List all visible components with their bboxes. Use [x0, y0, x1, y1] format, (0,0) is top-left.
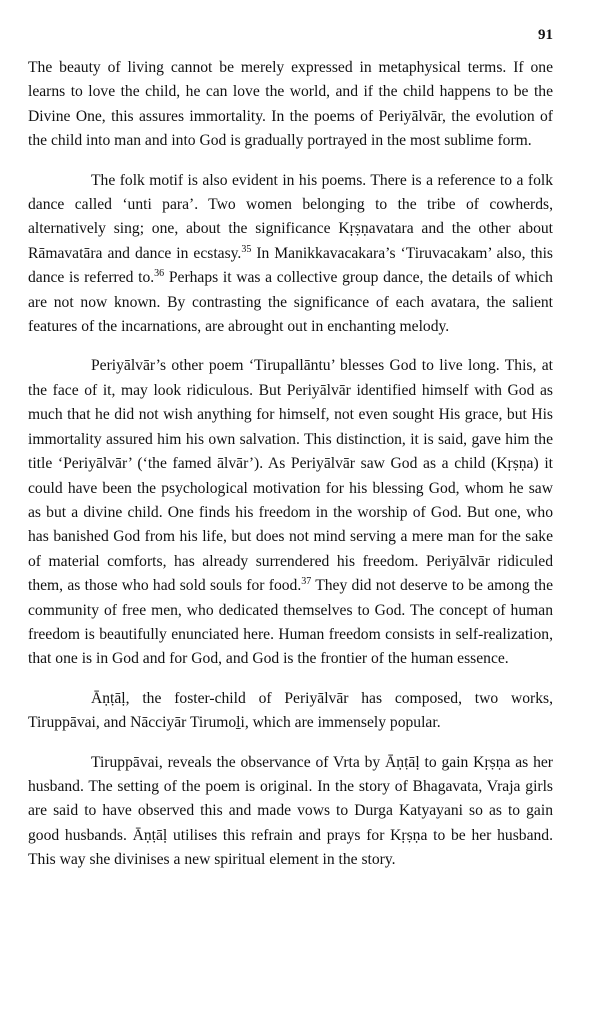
paragraph	[28, 687, 553, 736]
paragraph-text: Āṇṭāḷ, the foster-child of Periyālvār has composed, two works, Tiruppāvai, and Nācciyār Tirumoḻi, which are immensely popular.	[28, 689, 553, 732]
page-number: 91	[538, 27, 553, 43]
footnote-marker: 35	[241, 243, 252, 255]
footnote-marker: 37	[301, 575, 312, 587]
paragraph-text: They did not deserve to be among the community of free men, who dedicated themselves to God. The concept of human freedom is beautifully enunciated here. Human freedom consists in self-realization, that one is in God and for God, and God is the frontier of the human essence.	[28, 577, 553, 668]
paragraph-text: Tiruppāvai, reveals the observance of Vrta by Āṇṭāḷ to gain Kṛṣṇa as her husband. The setting of the poem is original. In the story of Bhagavata, Vraja girls are said to have observed this and made vows to Durga Katyayani so as to gain good husbands. Āṇṭāḷ utilises this refrain and prays for Kṛṣṇa to be her husband. This way she divinises a new spiritual element in the story.	[28, 753, 553, 869]
paragraph-text: Perhaps it was a collective group dance, the details of which are not now known. By contrasting the significance of each avatara, the salient features of the incarnations, are abrought out in enchanting melody.	[28, 269, 553, 336]
paragraph	[28, 56, 553, 154]
paragraph	[28, 354, 553, 671]
paragraph	[28, 751, 553, 873]
paragraph-text: Periyālvār’s other poem ‘Tirupallāntu’ blesses God to live long. This, at the face of it, may look ridiculous. But Periyālvār identified himself with God as much that he did not wish anything for himself, not even sought His grace, but His immortality assured him his own salvation. This distinction, it is said, gave him the title ‘Periyālvār’ (‘the famed ālvār’). As Periyālvār saw God as a child (Kṛṣṇa) it could have been the psychological motivation for his blessing God, whom he saw as but a divine child. One finds his freedom in the worship of God. But one, who has banished God from his life, but does not mind serving a mere man for the sake of material comforts, has already surrendered his freedom. Periyālvār ridiculed them, as those who had sold souls for food.	[28, 357, 553, 595]
paragraph	[28, 169, 553, 340]
paragraph-text: The folk motif is also evident in his poems. There is a reference to a folk dance called ‘unti para’. Two women belonging to the tribe of cowherds, alternatively sing; one, about the significance Kṛṣṇavatara and the other about Rāmavatāra and dance in ecstasy.	[28, 171, 553, 262]
paragraph-text: The beauty of living cannot be merely expressed in metaphysical terms. If one learns to love the child, he can love the world, and if the child happens to be the Divine One, this assures immortality. In the poems of Periyālvār, the evolution of the child into man and into God is gradually portrayed in the most sublime form.	[28, 59, 553, 150]
paragraph-text: In Manikkavacakara’s ‘Tiruvacakam’ also, this dance is referred to.	[28, 244, 553, 287]
footnote-marker: 36	[154, 268, 165, 280]
body-text	[28, 56, 553, 873]
